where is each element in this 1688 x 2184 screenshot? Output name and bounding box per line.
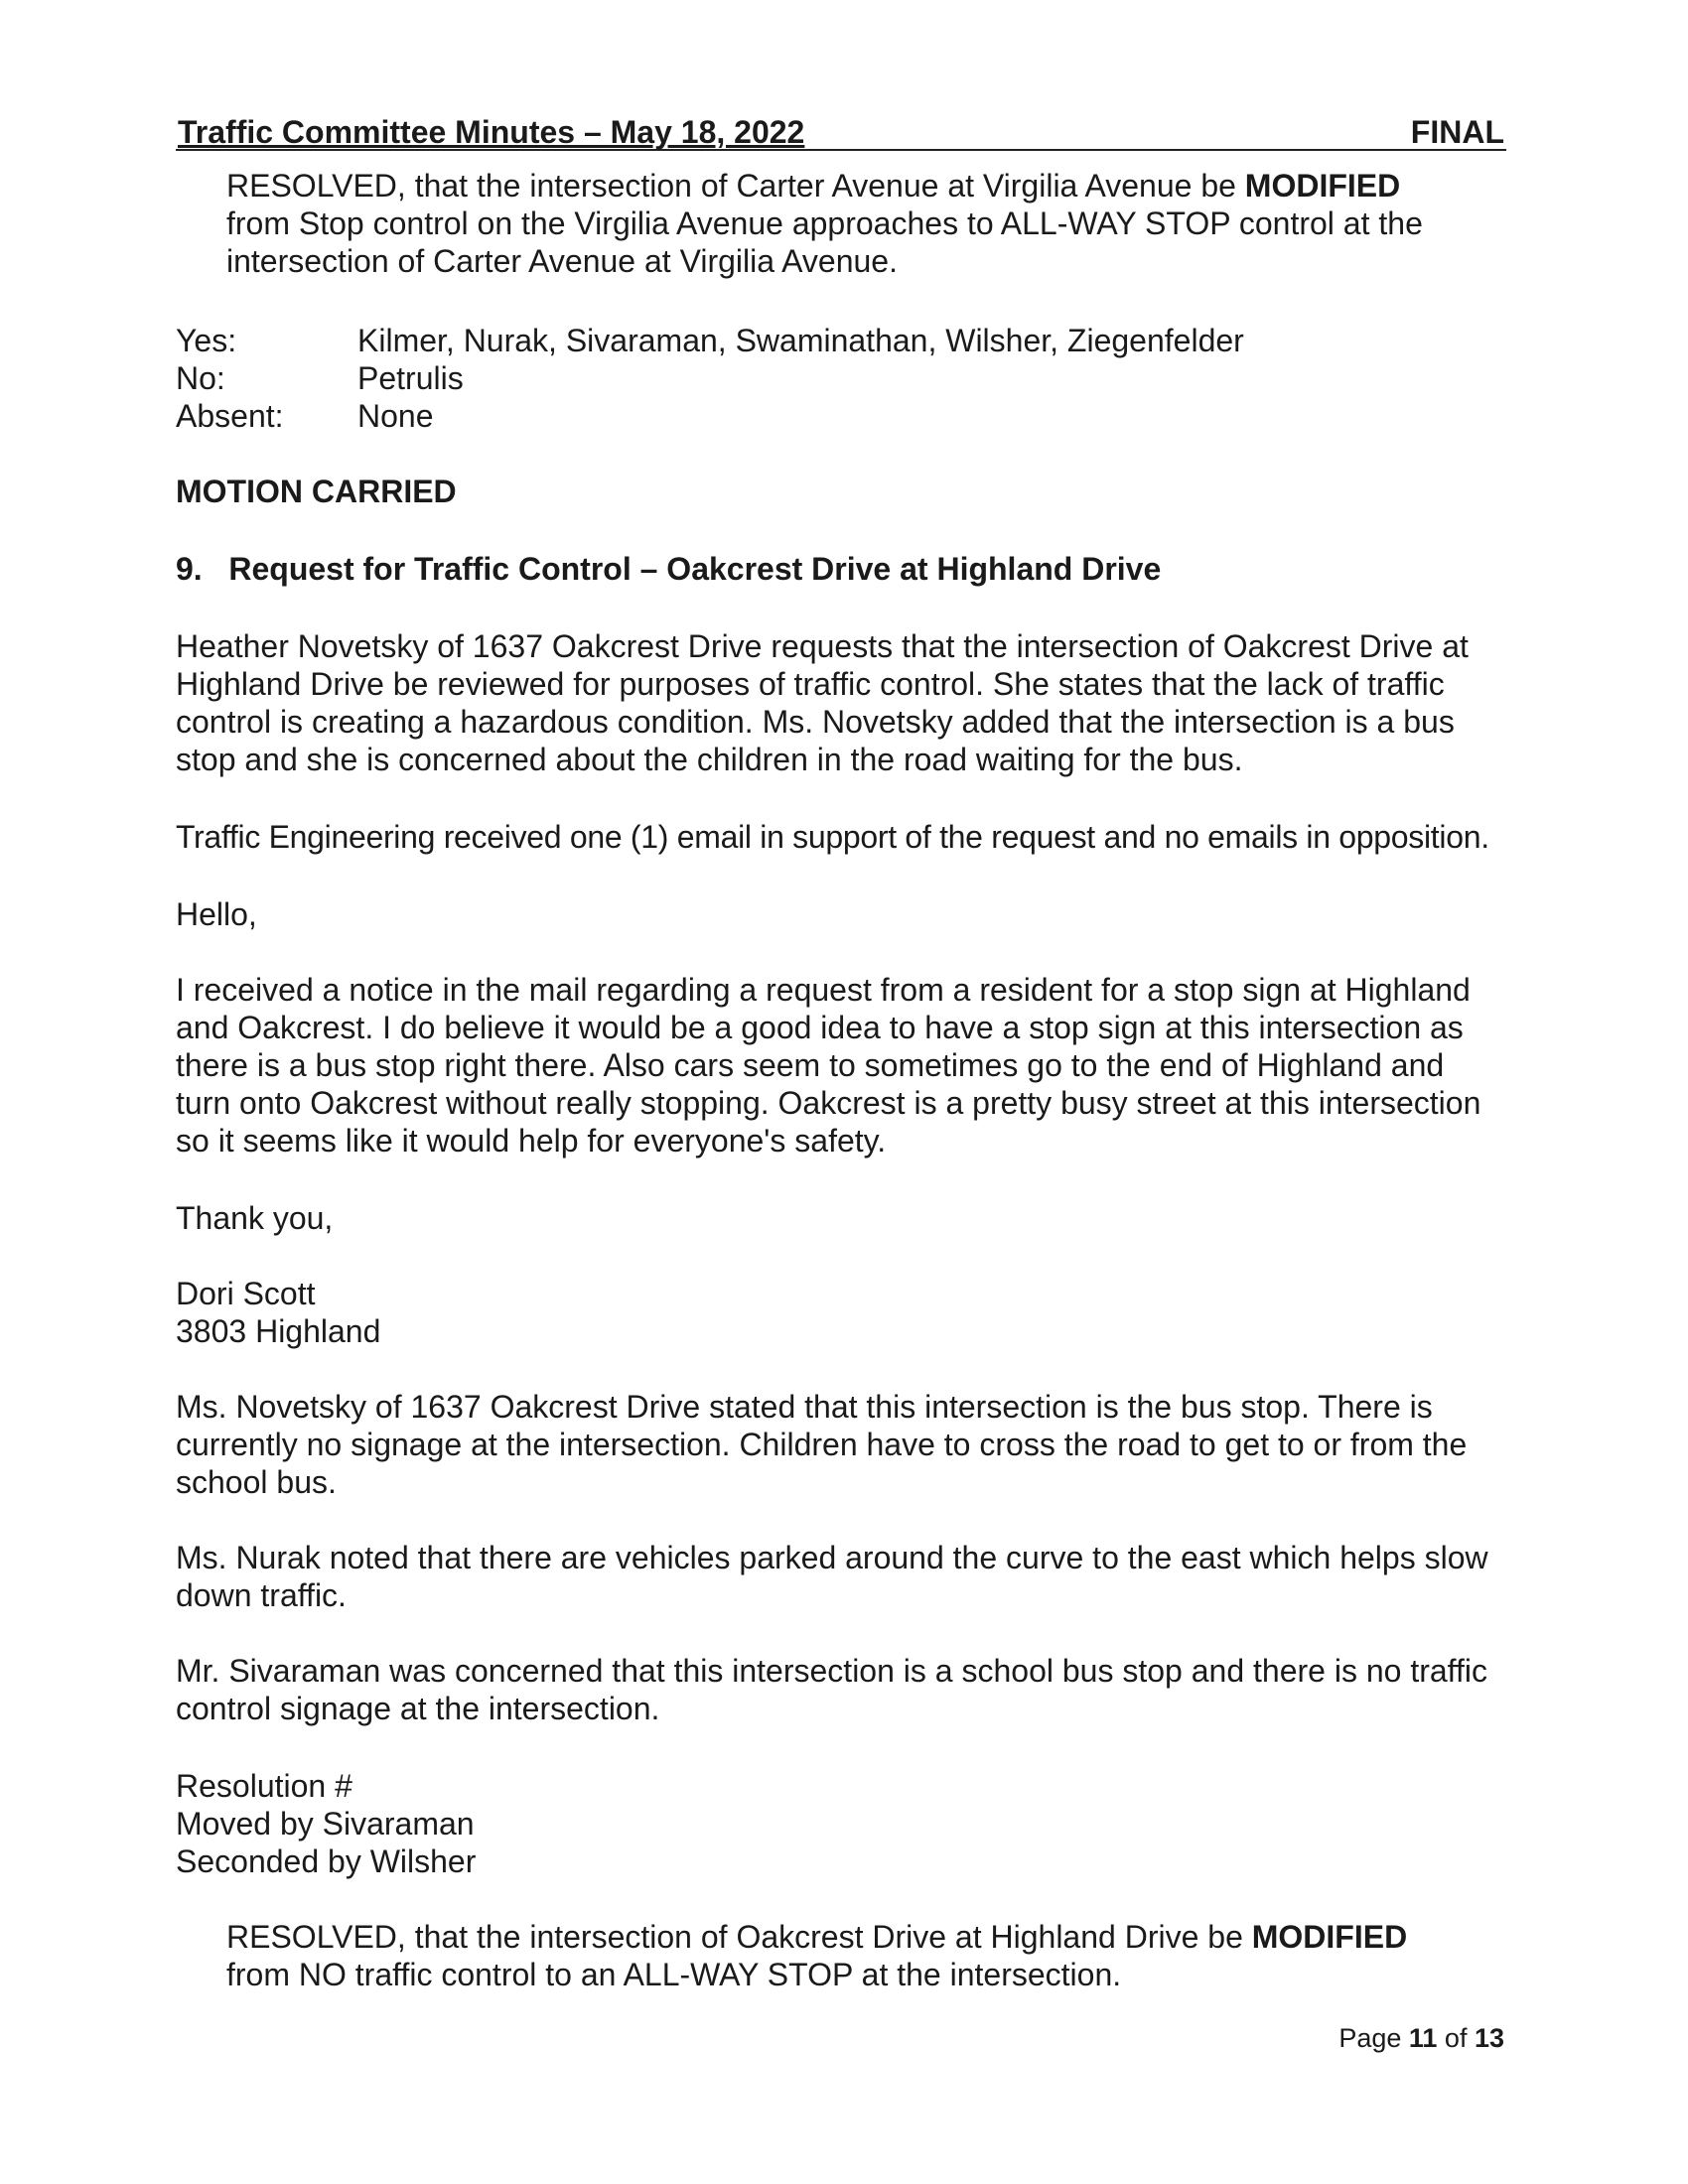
para3-line2: currently no signage at the intersection. Children have to cross the road to get to or from the [176,1427,1468,1462]
para1-line3: control is creating a hazardous condition. Ms. Novetsky added that the intersection is a bus [176,704,1455,740]
page-number [1338,2023,1504,2054]
resolution1-line1 [226,167,1400,205]
vote-no-label: No: [176,360,225,396]
para4-line1: Ms. Nurak noted that there are vehicles parked around the curve to the east which helps slow [176,1540,1488,1575]
email-line1: I received a notice in the mail regarding a request from a resident for a stop sign at Highland [176,972,1471,1008]
page-of-label: of [1437,2023,1475,2053]
resolution2-modified: MODIFIED [1251,1919,1408,1955]
email-line5: so it seems like it would help for everyone's safety. [176,1123,887,1159]
resolution1-line3: intersection of Carter Avenue at Virgilia Avenue. [226,243,898,279]
vote-yes-names: Kilmer, Nurak, Sivaraman, Swaminathan, Wilsher, Ziegenfelder [357,323,1244,358]
resolution2-line2: from NO traffic control to an ALL-WAY STOP at the intersection. [226,1957,1122,1992]
resolution-number: Resolution # [176,1768,352,1804]
resolution2-line1 [226,1918,1407,1956]
email-greeting: Hello, [176,896,257,932]
vote-yes-label: Yes: [176,323,237,358]
para4-line2: down traffic. [176,1577,347,1613]
email-sender-name: Dori Scott [176,1276,316,1311]
moved-by: Moved by Sivaraman [176,1806,475,1842]
para3-line3: school bus. [176,1464,337,1500]
motion-carried: MOTION CARRIED [176,474,457,509]
para1-line2: Highland Drive be reviewed for purposes of traffic control. She states that the lack of traffic [176,666,1445,702]
para3-line1: Ms. Novetsky of 1637 Oakcrest Drive stated that this intersection is the bus stop. There is [176,1389,1433,1425]
seconded-by: Seconded by Wilsher [176,1843,477,1879]
email-sender-address: 3803 Highland [176,1313,381,1349]
header-title: Traffic Committee Minutes – May 18, 2022 [178,114,805,150]
email-line4: turn onto Oakcrest without really stopping. Oakcrest is a pretty busy street at this intersection [176,1085,1481,1121]
resolution1-modified: MODIFIED [1244,168,1401,204]
email-line3: there is a bus stop right there. Also cars seem to sometimes go to the end of Highland and [176,1047,1445,1083]
email-signoff: Thank you, [176,1200,334,1236]
item9-heading: 9. Request for Traffic Control – Oakcrest Drive at Highland Drive [176,551,1162,587]
vote-absent-names: None [357,398,434,434]
page-total: 13 [1474,2023,1504,2053]
resolution1-text: RESOLVED, that the intersection of Carter Avenue at Virgilia Avenue be [226,168,1245,204]
vote-no-names: Petrulis [357,360,464,396]
page-label: Page [1338,2023,1409,2053]
page-header [176,107,1506,151]
resolution1-line2: from Stop control on the Virgilia Avenue approaches to ALL-WAY STOP control at the [226,205,1423,241]
para5-line2: control signage at the intersection. [176,1691,660,1726]
para1-line4: stop and she is concerned about the children in the road waiting for the bus. [176,742,1243,777]
para5-line1: Mr. Sivaraman was concerned that this intersection is a school bus stop and there is no traffic [176,1653,1487,1689]
page-current: 11 [1408,2023,1438,2053]
para2: Traffic Engineering received one (1) email in support of the request and no emails in opposition. [176,819,1489,855]
resolution2-text: RESOLVED, that the intersection of Oakcrest Drive at Highland Drive be [226,1919,1252,1955]
para1-line1: Heather Novetsky of 1637 Oakcrest Drive requests that the intersection of Oakcrest Drive at [176,628,1469,664]
vote-absent-label: Absent: [176,398,284,434]
header-status: FINAL [1410,114,1504,150]
email-line2: and Oakcrest. I do believe it would be a good idea to have a stop sign at this intersection as [176,1010,1464,1045]
